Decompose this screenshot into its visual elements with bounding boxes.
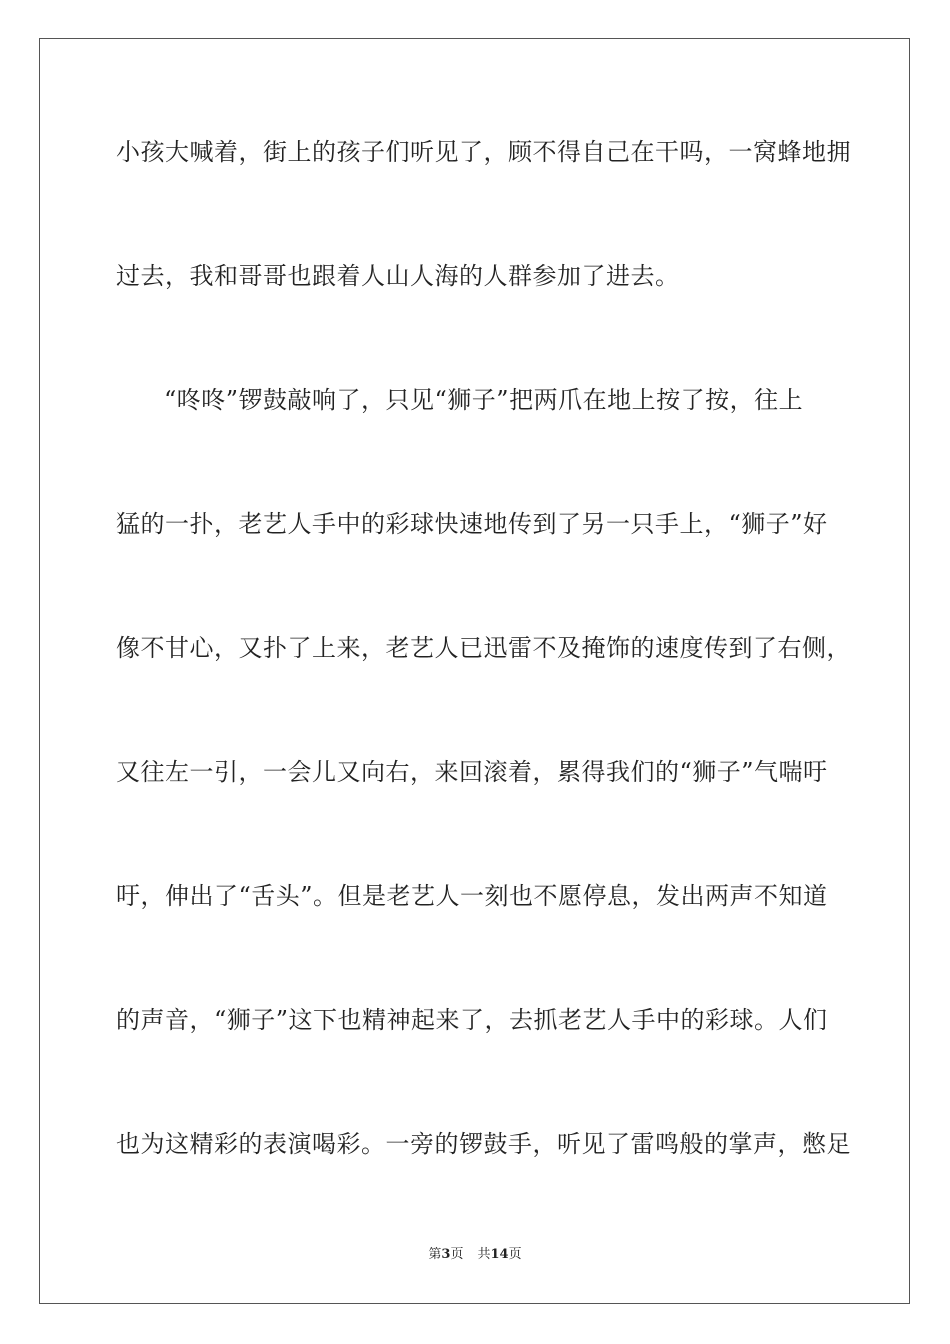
body-text-line-8: 的声音，“狮子”这下也精神起来了，去抓老艺人手中的彩球。人们 (116, 1006, 828, 1034)
body-text-line-5: 像不甘心，又扑了上来，老艺人已迅雷不及掩饰的速度传到了右侧， (116, 634, 851, 662)
page-prefix: 第 (428, 1247, 442, 1262)
body-text-line-7: 吁，伸出了“舌头”。但是老艺人一刻也不愿停息，发出两声不知道 (116, 882, 828, 910)
page-border (39, 38, 910, 1304)
body-text-line-2: 过去，我和哥哥也跟着人山人海的人群参加了进去。 (116, 262, 680, 290)
total-suffix: 页 (508, 1247, 522, 1262)
body-text-line-4: 猛的一扑，老艺人手中的彩球快速地传到了另一只手上，“狮子”好 (116, 510, 828, 538)
body-text-line-9: 也为这精彩的表演喝彩。一旁的锣鼓手，听见了雷鸣般的掌声，憋足 (116, 1130, 851, 1158)
body-text-line-1: 小孩大喊着，街上的孩子们听见了，顾不得自己在干吗，一窝蜂地拥 (116, 138, 851, 166)
body-text-line-6: 又往左一引，一会儿又向右，来回滚着，累得我们的“狮子”气喘吁 (116, 758, 828, 786)
total-prefix: 共 (477, 1247, 491, 1262)
page-number: 3 (441, 1247, 451, 1262)
body-text-line-3: “咚咚”锣鼓敲响了，只见“狮子”把两爪在地上按了按，往上 (164, 386, 804, 414)
page-footer (0, 1246, 950, 1264)
page-suffix: 页 (450, 1247, 464, 1262)
total-pages: 14 (490, 1247, 509, 1262)
